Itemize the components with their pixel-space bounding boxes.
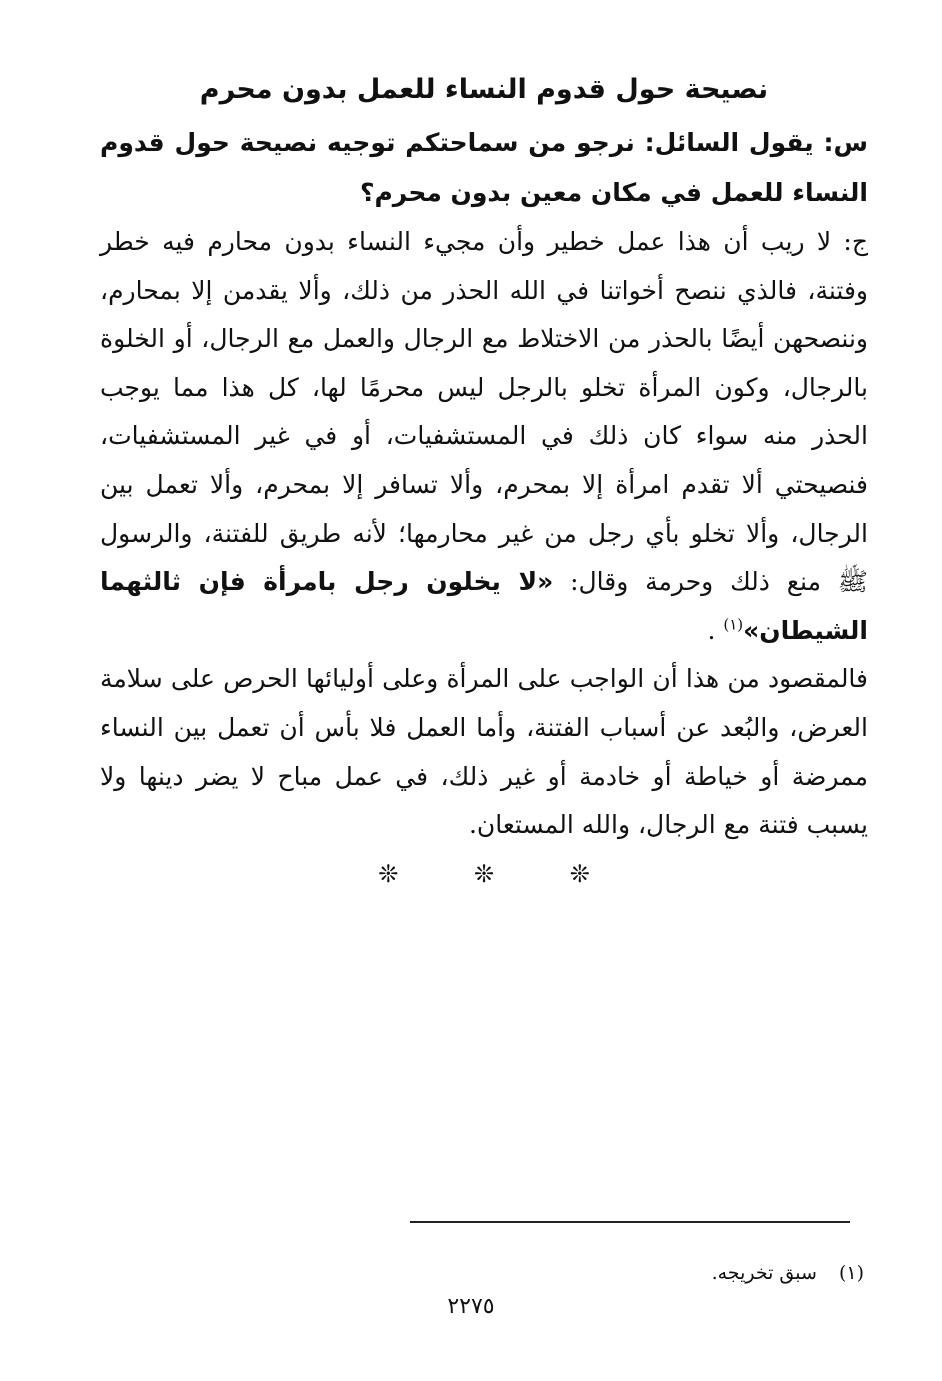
- hadith-quote: «لا يخلون رجل بامرأة فإن ثالثهما الشيطان»: [100, 567, 868, 645]
- question-paragraph: س: يقول السائل: نرجو من سماحتكم توجيه نصيحة حول قدوم النساء للعمل في مكان معين بدون محرم؟: [100, 128, 868, 207]
- separator-star-icon: ❊: [569, 859, 590, 888]
- section-separator: [100, 860, 868, 888]
- conclusion-paragraph: فالمقصود من هذا أن الواجب على المرأة وعلى أوليائها الحرص على سلامة العرض، والبُعد عن أسباب الفتنة، وأما العمل فلا بأس أن تعمل بين النساء ممرضة أو خياطة أو خادمة أو غير ذلك، في عمل مباح لا يضر دينها ولا يسبب فتنة مع الرجال، والله المستعان.: [100, 664, 868, 840]
- page-title: نصيحة حول قدوم النساء للعمل بدون محرم: [199, 74, 769, 105]
- main-content: [100, 68, 868, 888]
- answer-paragraph: [100, 218, 868, 655]
- separator-star-icon: ❊: [378, 859, 399, 888]
- footnote-number: (١): [838, 1262, 864, 1284]
- separator-star-icon: ❊: [473, 859, 495, 888]
- answer-end: .: [707, 615, 724, 645]
- footnote-text: سبق تخريجه.: [711, 1262, 817, 1284]
- footnote-reference: (١): [723, 615, 744, 634]
- footnote-divider: [410, 1221, 850, 1223]
- page-number: ٢٢٧٥: [447, 1294, 495, 1319]
- footnote: [164, 1258, 864, 1288]
- answer-text: ج: لا ريب أن هذا عمل خطير وأن مجيء النساء بدون محارم فيه خطر وفتنة، فالذي ننصح أخواتنا في الله الحذر من ذلك، وألا يقدمن إلا بمحارم، وننصحهن أيضًا بالحذر من الاختلاط مع الرجال والعمل مع الرجال، أو الخلوة بالرجال، وكون المرأة تخلو بالرجل ليس محرمًا لها، كل هذا مما يوجب الحذر منه سواء كان ذلك في المستشفيات، أو في غير المستشفيات، فنصيحتي ألا تقدم امرأة إلا بمحرم، وألا تسافر إلا بمحرم، وألا تعمل بين الرجال، وألا تخلو بأي رجل من غير محارمها؛ لأنه طريق للفتنة، والرسول ﷺ منع ذلك وحرمة وقال:: [100, 227, 868, 597]
